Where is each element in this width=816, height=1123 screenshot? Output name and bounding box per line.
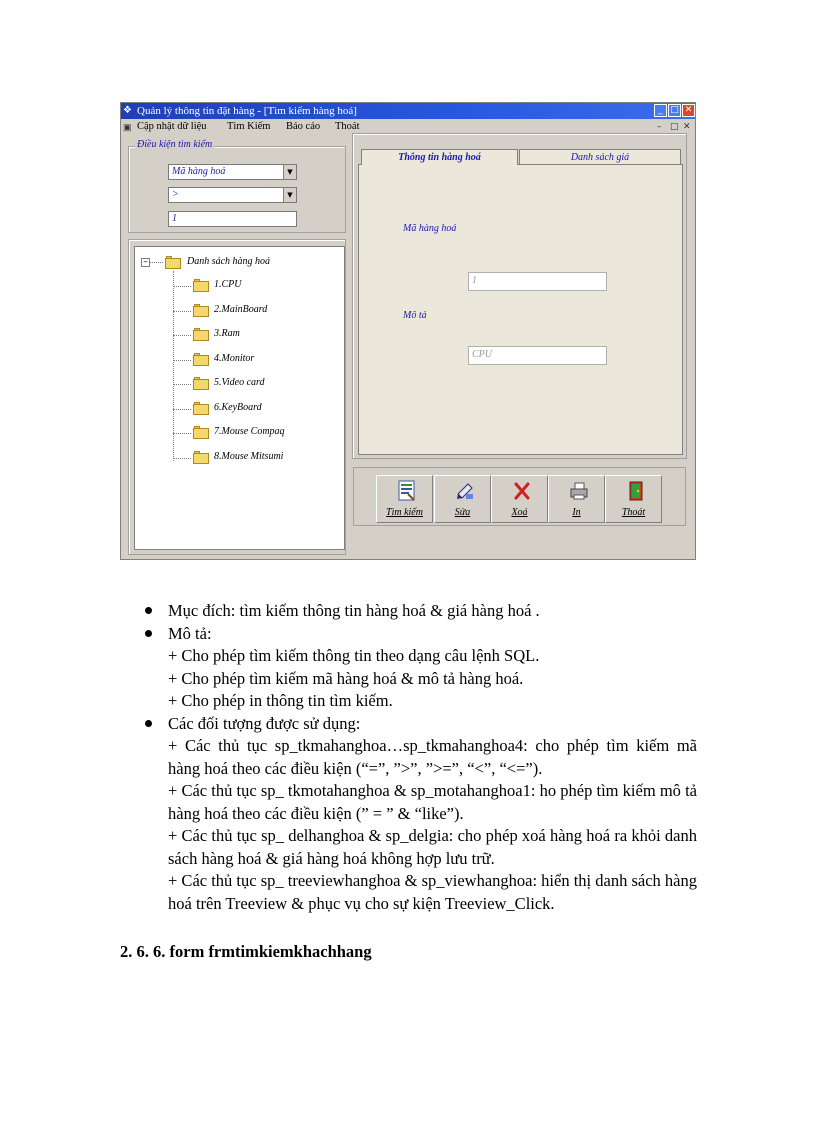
folder-icon [193,279,208,291]
operator-value: > [172,189,179,200]
product-info-panel [358,164,683,455]
app-window-screenshot [120,102,696,560]
folder-icon [193,353,208,365]
collapse-icon[interactable]: – [141,258,150,267]
folder-icon [193,451,208,463]
document-body [145,600,697,915]
delete-x-icon [513,480,531,502]
description-item: + Cho phép tìm kiếm mã hàng hoá & mô tả hàng hoá. [168,668,524,688]
objects-item: + Các thủ tục sp_ treeviewhanghoa & sp_viewhanghoa: hiển thị danh sách hàng hoá trên Treeview & phục vụ cho sự kiện Treeview_Click. [168,871,697,913]
app-icon: ❖ [123,105,132,116]
mdi-restore-button[interactable]: □ [670,122,679,132]
delete-button-label: Xoá [511,507,528,518]
search-button-label: Tìm kiếm [386,507,423,518]
edit-icon [456,480,474,502]
search-conditions-group [128,139,346,233]
code-label: Mã hàng hoá [403,223,457,234]
description-heading: Mô tả: [168,623,212,643]
edit-button-label: Sửa [454,507,471,518]
folder-open-icon [165,256,180,268]
folder-icon [193,377,208,389]
tab-product-info[interactable]: Thông tin hàng hoá [361,149,518,165]
title-bar [121,103,695,119]
search-field-select[interactable] [168,164,297,180]
exit-button[interactable] [605,475,662,523]
objects-item: + Các thủ tục sp_ tkmotahanghoa & sp_motahanghoa1: ho phép tìm kiếm mô tả hàng hoá theo các điều kiện (” = ” & “like”). [168,781,697,823]
objects-item: + Các thủ tục sp_ delhanghoa & sp_delgia: cho phép xoá hàng hoá ra khỏi danh sách hàng hoá & giá hàng hoá không hợp lưu trữ. [168,826,697,868]
exit-button-label: Thoát [621,507,646,518]
printer-icon [570,480,588,502]
section-heading: 2. 6. 6. form frmtimkiemkhachhang [120,942,372,961]
objects-bullet [145,713,697,736]
product-treeview[interactable]: – Danh sách hàng hoá 1.CPU 2.MainBoard 3.Ram 4.Monitor 5.Video card 6.KeyBoard 7.Mouse Compaq 8.Mouse Mitsumi [134,246,345,550]
bullet-icon [145,630,152,637]
edit-button[interactable] [434,475,491,523]
objects-item: + Các thủ tục sp_tkmahanghoa…sp_tkmahanghoa4: cho phép tìm kiếm mã hàng hoá theo các điều kiện (“=”, ”>”, ”>=”, “<”, “<=”). [168,736,697,778]
menu-bar [121,120,695,134]
exit-door-icon [627,480,645,502]
tab-price-list[interactable]: Danh sách giá [519,149,681,165]
objects-heading: Các đối tượng được sử dụng: [168,713,361,733]
minimize-button[interactable]: _ [654,104,667,117]
search-field-value: Mã hàng hoá [172,166,226,177]
document-icon: ▣ [123,122,132,132]
description-item: + Cho phép tìm kiếm thông tin theo dạng câu lệnh SQL. [168,646,540,665]
operator-select[interactable] [168,187,297,203]
bullet-icon [145,720,152,727]
folder-icon [193,402,208,414]
folder-icon [193,426,208,438]
description-item: + Cho phép in thông tin tìm kiếm. [168,691,393,710]
description-bullet [145,623,697,646]
folder-icon [193,328,208,340]
chevron-down-icon[interactable]: ▼ [283,188,296,202]
menu-update-data[interactable]: Cập nhật dữ liệu [137,121,207,132]
mdi-close-button[interactable]: ✕ [683,122,691,132]
search-button[interactable] [376,475,433,523]
button-bar [353,467,686,526]
bullet-icon [145,607,152,614]
folder-icon [193,304,208,316]
menu-report[interactable]: Báo cáo [286,121,321,132]
search-doc-icon [398,480,416,502]
menu-search[interactable]: Tìm Kiếm [227,121,271,132]
print-button-label: In [572,507,581,518]
print-button[interactable] [548,475,605,523]
search-value-input[interactable]: 1 [168,211,297,227]
delete-button[interactable] [491,475,548,523]
description-label: Mô tả [403,310,427,321]
purpose-bullet [145,600,697,623]
menu-exit[interactable]: Thoát [335,121,360,132]
chevron-down-icon[interactable]: ▼ [283,165,296,179]
window-title: Quản lý thông tin đặt hàng - [Tìm kiếm hàng hoá] [137,105,357,117]
purpose-text: Mục đích: tìm kiếm thông tin hàng hoá & giá hàng hoá . [168,601,540,620]
maximize-button[interactable]: □ [668,104,681,117]
code-input[interactable]: 1 [468,272,607,291]
close-button[interactable]: ✕ [682,104,695,117]
mdi-minimize-button[interactable]: – [657,122,662,132]
description-input[interactable]: CPU [468,346,607,365]
search-conditions-legend: Điều kiện tìm kiếm [137,139,213,150]
